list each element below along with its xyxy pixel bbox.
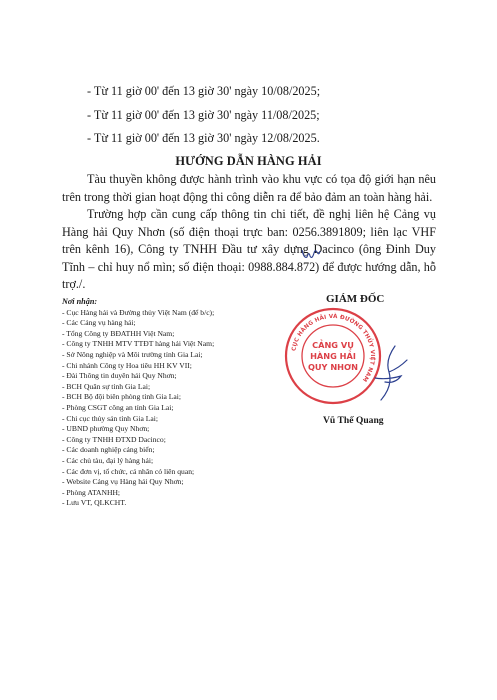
recipient-item: - Phòng CSGT công an tỉnh Gia Lai;	[62, 402, 174, 412]
recipient-item: - BCH Bộ đội biên phòng tỉnh Gia Lai;	[62, 392, 181, 402]
recipient-item: - Công ty TNHH MTV TTĐT hàng hải Việt Nam;	[62, 339, 215, 349]
schedule-line-1: - Từ 11 giờ 00' đến 13 giờ 30' ngày 10/08/2025;	[87, 84, 321, 98]
recipient-item: - Các đơn vị, tổ chức, cá nhân có liên quan;	[62, 466, 195, 476]
recipient-item: - Các chủ tàu, đại lý hàng hải;	[62, 455, 154, 465]
recipient-item: - Chi cục thủy sản tỉnh Gia Lai;	[62, 413, 158, 423]
recipient-item: - BCH Quân sự tỉnh Gia Lai;	[62, 381, 151, 391]
recipient-item: - Công ty TNHH ĐTXD Dacinco;	[62, 434, 166, 444]
guidance-paragraph-2: Trường hợp cần cung cấp thông tin chi tiết, đề nghị liên hệ Cảng vụ Hàng hải Quy Nhơn (số điện thoại trực ban: 0256.3891809; liên lạc VHF trên kênh 16), Công ty TNHH Đầu tư xây dựng Dacinco (ông Đinh Duy Tĩnh – chỉ huy nổ mìn; số điện thoại: 0988.884.872) để được hướng dẫn, hỗ trợ./.	[62, 207, 436, 291]
handwritten-initial	[300, 247, 322, 261]
recipient-item: - Sở Nông nghiệp và Môi trường tỉnh Gia Lai;	[62, 349, 203, 359]
recipient-item: - Lưu VT, QLKCHT.	[62, 498, 127, 508]
recipient-item: - Phòng ATANHH;	[62, 487, 121, 497]
recipient-item: - Website Cảng vụ Hàng hải Quy Nhơn;	[62, 477, 184, 487]
seal-line-2: HÀNG HẢI	[310, 351, 356, 361]
recipients-title: Nơi nhận:	[62, 297, 98, 306]
recipient-item: - Các doanh nghiệp cảng biển;	[62, 445, 155, 455]
signer-title: GIÁM ĐỐC	[326, 293, 385, 305]
signer-name: Vũ Thế Quang	[323, 415, 384, 426]
recipients-block	[62, 297, 214, 509]
seal-ring-text: CỤC HÀNG HẢI VÀ ĐƯỜNG THỦY VIỆT NAM	[291, 313, 376, 383]
seal-line-3: QUY NHƠN	[307, 362, 359, 372]
recipient-item: - Tổng Công ty BĐATHH Việt Nam;	[62, 328, 175, 338]
schedule-line-3: - Từ 11 giờ 00' đến 13 giờ 30' ngày 12/08/2025.	[87, 131, 320, 145]
recipient-item: - Các Cảng vụ hàng hải;	[62, 318, 136, 328]
schedule-line-2: - Từ 11 giờ 00' đến 13 giờ 30' ngày 11/08/2025;	[87, 108, 320, 122]
recipient-item: - Đài Thông tin duyên hải Quy Nhơn;	[62, 371, 177, 381]
section-heading: HƯỚNG DẪN HÀNG HẢI	[175, 154, 322, 168]
recipient-item: - Chi nhánh Công ty Hoa tiêu HH KV VII;	[62, 360, 192, 370]
guidance-paragraph-1: Tàu thuyền không được hành trình vào khu vực có tọa độ giới hạn nêu trên trong thời gian hoạt động thi công diễn ra để bảo đảm an toàn hàng hải.	[62, 172, 436, 204]
recipient-item: - UBND phường Quy Nhơn;	[62, 424, 150, 434]
recipient-item: - Cục Hàng hải và Đường thủy Việt Nam (để b/c);	[62, 307, 215, 317]
handwritten-signature	[355, 342, 415, 406]
seal-line-1: CẢNG VỤ	[312, 340, 354, 350]
